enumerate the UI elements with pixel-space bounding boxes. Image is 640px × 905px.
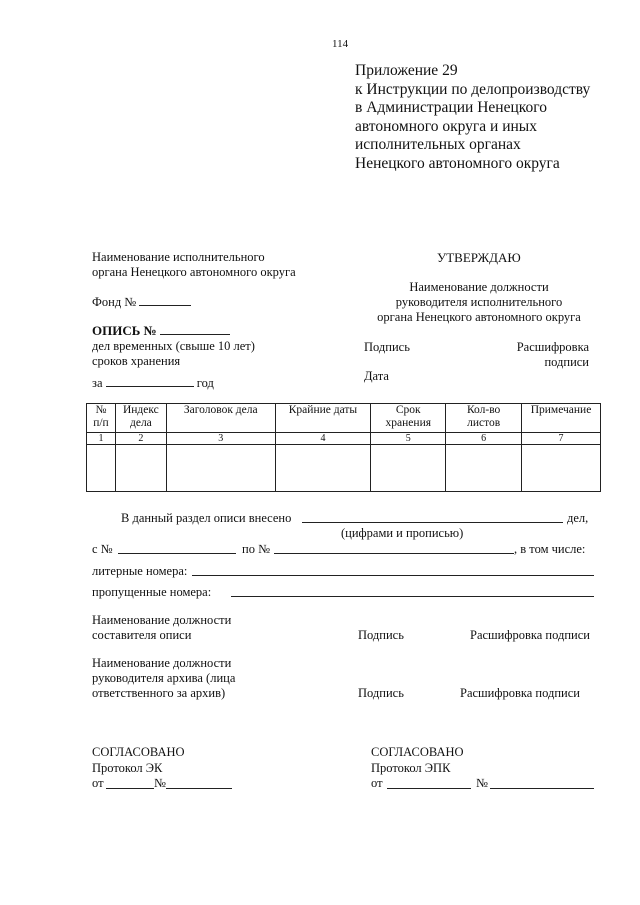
appendix-line: Приложение 29 <box>355 62 458 79</box>
inventory-title: ОПИСЬ № <box>92 323 157 338</box>
table-cell[interactable] <box>115 445 166 492</box>
archive-line: ответственного за архив) <box>92 686 226 700</box>
agreed-right-number: № <box>476 776 488 790</box>
agreed-left-number: № <box>154 776 166 790</box>
agreed-left-protocol: Протокол ЭК <box>92 761 163 775</box>
appendix-line: к Инструкции по делопроизводству <box>355 80 591 98</box>
table-cell[interactable] <box>275 445 371 492</box>
year-suffix: год <box>196 376 214 390</box>
letter-numbers-blank[interactable] <box>192 575 594 576</box>
compiler-line: Наименование должности <box>92 613 232 627</box>
approve-decode-line: Расшифровка <box>516 340 589 354</box>
archive-line: Наименование должности <box>92 656 232 670</box>
appendix-line: автономного округа и иных <box>355 117 537 135</box>
skipped-numbers-blank[interactable] <box>231 596 594 597</box>
column-number: 2 <box>115 433 166 445</box>
table-cell[interactable] <box>446 445 522 492</box>
table-row <box>87 445 601 492</box>
column-number: 1 <box>87 433 116 445</box>
from-label: с № <box>92 542 113 556</box>
agreed-left-number-blank[interactable] <box>166 788 232 789</box>
skipped-numbers-label: пропущенные номера: <box>92 585 212 599</box>
fund-label: Фонд № <box>92 295 137 309</box>
year-prefix: за <box>92 376 103 390</box>
compiler-signature: Подпись <box>358 628 404 642</box>
inventory-desc-line: дел временных (свыше 10 лет) <box>92 339 255 353</box>
header-cell: Срок хранения <box>371 404 446 433</box>
appendix-line: в Администрации Ненецкого <box>355 99 547 116</box>
appendix-line: исполнительных органах <box>355 136 521 153</box>
agreed-right-number-blank[interactable] <box>490 788 594 789</box>
approve-position-line: органа Ненецкого автономного округа <box>377 310 581 324</box>
table-cell[interactable] <box>371 445 446 492</box>
header-cell: Крайние даты <box>275 404 371 433</box>
agreed-left-title: СОГЛАСОВАНО <box>92 745 185 759</box>
entered-hint: (цифрами и прописью) <box>341 526 464 540</box>
header-cell: Заголовок дела <box>166 404 275 433</box>
including-label: , в том числе: <box>514 542 586 556</box>
appendix-block <box>355 62 590 173</box>
approve-position-line: руководителя исполнительного <box>395 295 563 309</box>
year-blank[interactable] <box>106 375 194 387</box>
archive-signature: Подпись <box>358 686 404 700</box>
agreed-left-from: от <box>92 776 104 790</box>
page-number: 114 <box>332 38 349 50</box>
approve-position-line: Наименование должности <box>409 280 549 294</box>
approve-signature: Подпись <box>364 340 410 354</box>
approve-title: УТВЕРЖДАЮ <box>437 250 521 265</box>
column-number: 3 <box>166 433 275 445</box>
to-blank[interactable] <box>274 553 514 554</box>
header-cell: № п/п <box>87 404 116 433</box>
archive-position <box>92 656 235 701</box>
table-cell[interactable] <box>166 445 275 492</box>
org-line: органа Ненецкого автономного округа <box>92 265 296 279</box>
table-number-row <box>87 433 601 445</box>
approve-date: Дата <box>364 369 389 383</box>
compiler-position <box>92 613 231 643</box>
agreed-right-date-blank[interactable] <box>387 788 471 789</box>
inventory-table <box>86 403 601 492</box>
year-line <box>92 375 214 391</box>
header-cell: Индекс дела <box>115 404 166 433</box>
fund-blank[interactable] <box>139 294 191 306</box>
from-blank[interactable] <box>118 553 236 554</box>
table-header-row <box>87 404 601 433</box>
column-number: 5 <box>371 433 446 445</box>
inventory-number-blank[interactable] <box>160 323 230 335</box>
table-cell[interactable] <box>87 445 116 492</box>
column-number: 6 <box>446 433 522 445</box>
inventory-description <box>92 339 255 369</box>
letter-numbers-label: литерные номера: <box>92 564 188 578</box>
entered-suffix: дел, <box>567 511 589 525</box>
agreed-right-protocol: Протокол ЭПК <box>371 761 451 775</box>
column-number: 7 <box>522 433 601 445</box>
compiler-decode: Расшифровка подписи <box>470 628 590 642</box>
organization-name <box>92 250 296 280</box>
agreed-right-from: от <box>371 776 383 790</box>
org-line: Наименование исполнительного <box>92 250 265 264</box>
approve-position <box>360 280 598 325</box>
column-number: 4 <box>275 433 371 445</box>
approve-decode-line: подписи <box>544 355 589 369</box>
archive-decode: Расшифровка подписи <box>460 686 580 700</box>
approve-decode <box>490 340 589 370</box>
table-cell[interactable] <box>522 445 601 492</box>
entered-label: В данный раздел описи внесено <box>121 511 292 525</box>
archive-line: руководителя архива (лица <box>92 671 236 685</box>
to-label: по № <box>242 542 270 556</box>
header-cell: Кол-во листов <box>446 404 522 433</box>
fund-line <box>92 294 191 310</box>
agreed-right-title: СОГЛАСОВАНО <box>371 745 464 759</box>
entered-blank[interactable] <box>302 522 563 523</box>
header-cell: Примечание <box>522 404 601 433</box>
compiler-line: составителя описи <box>92 628 192 642</box>
inventory-desc-line: сроков хранения <box>92 354 181 368</box>
inventory-title-line <box>92 323 230 338</box>
appendix-line: Ненецкого автономного округа <box>355 154 560 172</box>
agreed-left-date-blank[interactable] <box>106 788 154 789</box>
